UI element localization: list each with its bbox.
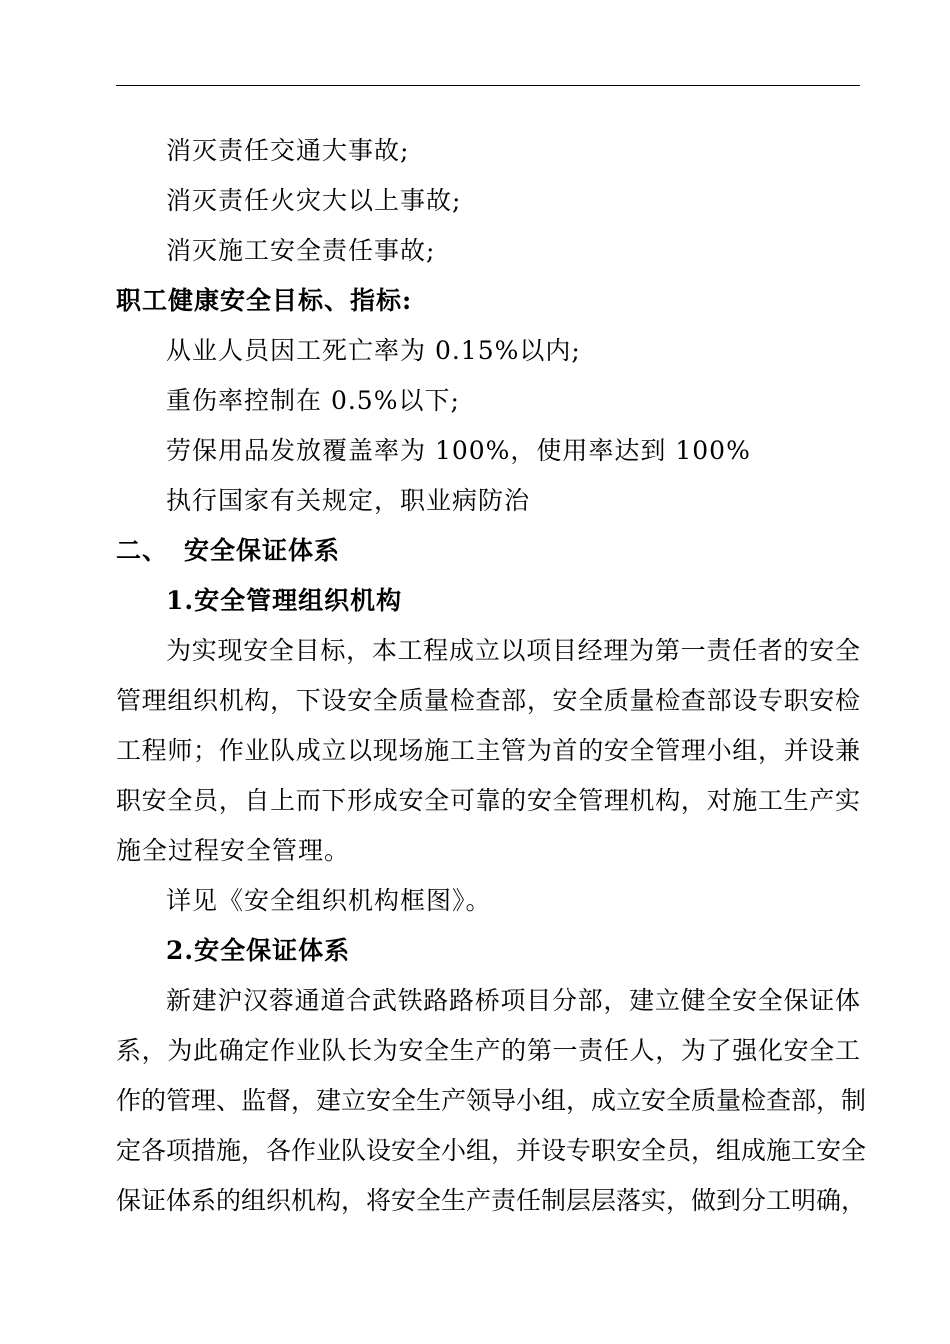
org-chart-reference: 详见《安全组织机构框图》。 (166, 886, 492, 915)
paragraph-line: 为实现安全目标，本工程成立以项目经理为第一责任者的安全 (166, 636, 860, 665)
subsection-1-heading: 1.安全管理组织机构 (166, 586, 403, 615)
paragraph-line: 工程师；作业队成立以现场施工主管为首的安全管理小组，并设兼 (116, 736, 860, 765)
health-item-death-rate: 从业人员因工死亡率为 0.15%以内; (166, 336, 581, 365)
paragraph-line: 新建沪汉蓉通道合武铁路路桥项目分部，建立健全安全保证体 (166, 986, 860, 1015)
paragraph-line: 定各项措施，各作业队设安全小组，并设专职安全员，组成施工安全 (116, 1136, 867, 1165)
section-heading (116, 536, 340, 566)
subsection-2-heading: 2.安全保证体系 (166, 936, 351, 965)
header-rule (116, 85, 860, 86)
paragraph-line: 职安全员，自上而下形成安全可靠的安全管理机构，对施工生产实 (116, 786, 860, 815)
paragraph-line: 管理组织机构，下设安全质量检查部，安全质量检查部设专职安检 (116, 686, 860, 715)
paragraph-line: 作的管理、监督，建立安全生产领导小组，成立安全质量检查部，制 (116, 1086, 867, 1115)
target-item-construction: 消灭施工安全责任事故; (166, 236, 436, 265)
health-item-injury-rate: 重伤率控制在 0.5%以下; (166, 386, 460, 415)
target-item-fire: 消灭责任火灾大以上事故; (166, 186, 462, 215)
health-item-occupational-disease: 执行国家有关规定，职业病防治 (166, 486, 531, 515)
paragraph-line: 保证体系的组织机构，将安全生产责任制层层落实，做到分工明确， (116, 1186, 867, 1215)
paragraph-line: 施全过程安全管理。 (116, 836, 351, 865)
health-targets-heading: 职工健康安全目标、指标: (116, 286, 413, 315)
paragraph-line: 系，为此确定作业队长为安全生产的第一责任人，为了强化安全工 (116, 1036, 860, 1065)
section-title: 安全保证体系 (184, 536, 341, 565)
section-number: 二、 (116, 536, 169, 565)
health-item-protective-gear: 劳保用品发放覆盖率为 100%，使用率达到 100% (166, 436, 751, 465)
target-item-traffic: 消灭责任交通大事故; (166, 136, 410, 165)
